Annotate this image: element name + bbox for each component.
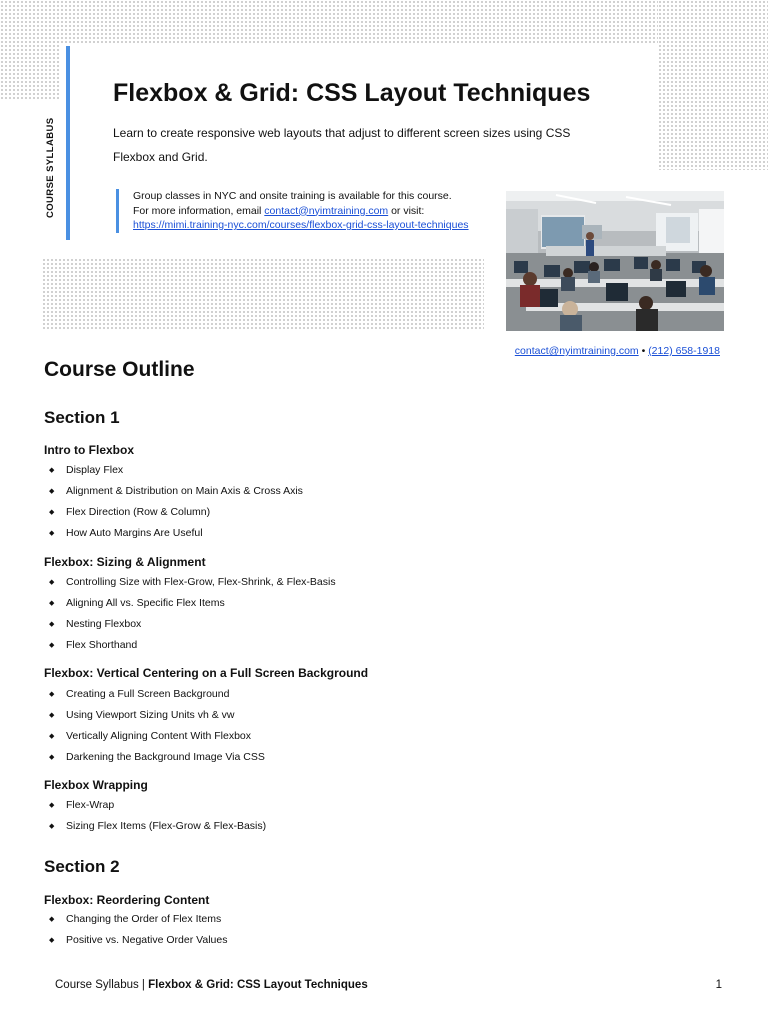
list-item-label: Display Flex (66, 464, 124, 476)
topic-list (49, 684, 265, 768)
list-item-label: How Auto Margins Are Useful (66, 527, 203, 539)
list-item (49, 705, 265, 726)
list-item-label: Aligning All vs. Specific Flex Items (66, 597, 225, 609)
bullet-icon: ◆ (49, 754, 55, 761)
bullet-icon: ◆ (49, 600, 55, 607)
list-item (49, 930, 227, 951)
list-item (49, 909, 227, 930)
list-item-label: Changing the Order of Flex Items (66, 913, 222, 925)
bullet-icon: ◆ (49, 937, 55, 944)
outline-title: Course Outline (44, 358, 195, 381)
bullet-icon: ◆ (49, 712, 55, 719)
page-footer (55, 979, 368, 991)
note-line-1: Group classes in NYC and onsite training is available for this course. (133, 190, 452, 202)
list-item-label: Flex Shorthand (66, 639, 138, 651)
course-intro: Learn to create responsive web layouts that adjust to different screen sizes using CSS Flexbox and Grid. (113, 126, 571, 164)
list-item (49, 747, 265, 768)
dot-pattern (60, 0, 658, 44)
list-item (49, 726, 265, 747)
topic-title: Flexbox: Sizing & Alignment (44, 555, 206, 569)
dot-pattern (42, 258, 484, 330)
dot-pattern (0, 0, 60, 100)
topic-title: Flexbox: Reordering Content (44, 893, 210, 907)
contact-separator: • (638, 345, 649, 357)
section-title: Section 2 (44, 857, 120, 876)
bullet-icon: ◆ (49, 916, 55, 923)
list-item-label: Nesting Flexbox (66, 618, 142, 630)
list-item (49, 523, 303, 544)
list-item-label: Flex Direction (Row & Column) (66, 506, 211, 518)
list-item-label: Flex-Wrap (66, 799, 115, 811)
topic-list (49, 795, 266, 837)
note-email-link[interactable]: contact@nyimtraining.com (264, 204, 389, 217)
training-note (116, 189, 469, 233)
classroom-photo (506, 191, 724, 331)
topic-title: Intro to Flexbox (44, 443, 134, 457)
bullet-icon: ◆ (49, 467, 55, 474)
bullet-icon: ◆ (49, 642, 55, 649)
dot-pattern (658, 0, 768, 170)
list-item (49, 460, 303, 481)
list-item (49, 684, 265, 705)
bullet-icon: ◆ (49, 691, 55, 698)
topic-list (49, 460, 303, 544)
note-course-url-link[interactable]: https://mimi.training-nyc.com/courses/flexbox-grid-css-layout-techniques (133, 219, 469, 231)
bullet-icon: ◆ (49, 579, 55, 586)
topic-list (49, 572, 336, 656)
list-item-label: Alignment & Distribution on Main Axis & Cross Axis (66, 485, 303, 497)
note-email-prefix: For more information, email (133, 204, 265, 217)
list-item (49, 481, 303, 502)
bullet-icon: ◆ (49, 509, 55, 516)
topic-list (49, 909, 227, 951)
list-item (49, 593, 336, 614)
list-item-label: Darkening the Background Image Via CSS (66, 751, 265, 763)
list-item-label: Creating a Full Screen Background (66, 688, 230, 700)
list-item-label: Using Viewport Sizing Units vh & vw (66, 709, 235, 721)
list-item-label: Vertically Aligning Content With Flexbox (66, 730, 252, 742)
list-item (49, 614, 336, 635)
list-item (49, 795, 266, 816)
list-item (49, 816, 266, 837)
footer-title: Flexbox & Grid: CSS Layout Techniques (148, 979, 368, 991)
topic-title: Flexbox: Vertical Centering on a Full Screen Background (44, 666, 369, 680)
bullet-icon: ◆ (49, 823, 55, 830)
contact-phone-link[interactable]: (212) 658-1918 (648, 345, 720, 357)
bullet-icon: ◆ (49, 802, 55, 809)
list-item-label: Controlling Size with Flex-Grow, Flex-Shrink, & Flex-Basis (66, 576, 336, 588)
topic-title: Flexbox Wrapping (44, 778, 148, 792)
page-number: 1 (715, 979, 722, 991)
bullet-icon: ◆ (49, 733, 55, 740)
contact-line (515, 345, 720, 357)
list-item (49, 572, 336, 593)
bullet-icon: ◆ (49, 621, 55, 628)
note-line-2 (133, 204, 469, 219)
note-email-suffix: or visit: (388, 204, 425, 217)
page-title: Flexbox & Grid: CSS Layout Techniques (113, 79, 591, 107)
bullet-icon: ◆ (49, 488, 55, 495)
accent-bar (66, 46, 70, 240)
list-item (49, 635, 336, 656)
list-item-label: Sizing Flex Items (Flex-Grow & Flex-Basis) (66, 820, 267, 832)
contact-email-link[interactable]: contact@nyimtraining.com (514, 345, 639, 357)
list-item-label: Positive vs. Negative Order Values (66, 934, 228, 946)
list-item (49, 502, 303, 523)
bullet-icon: ◆ (49, 530, 55, 537)
footer-prefix: Course Syllabus | (55, 979, 149, 991)
section-title: Section 1 (44, 408, 120, 427)
side-label: COURSE SYLLABUS (45, 117, 56, 218)
